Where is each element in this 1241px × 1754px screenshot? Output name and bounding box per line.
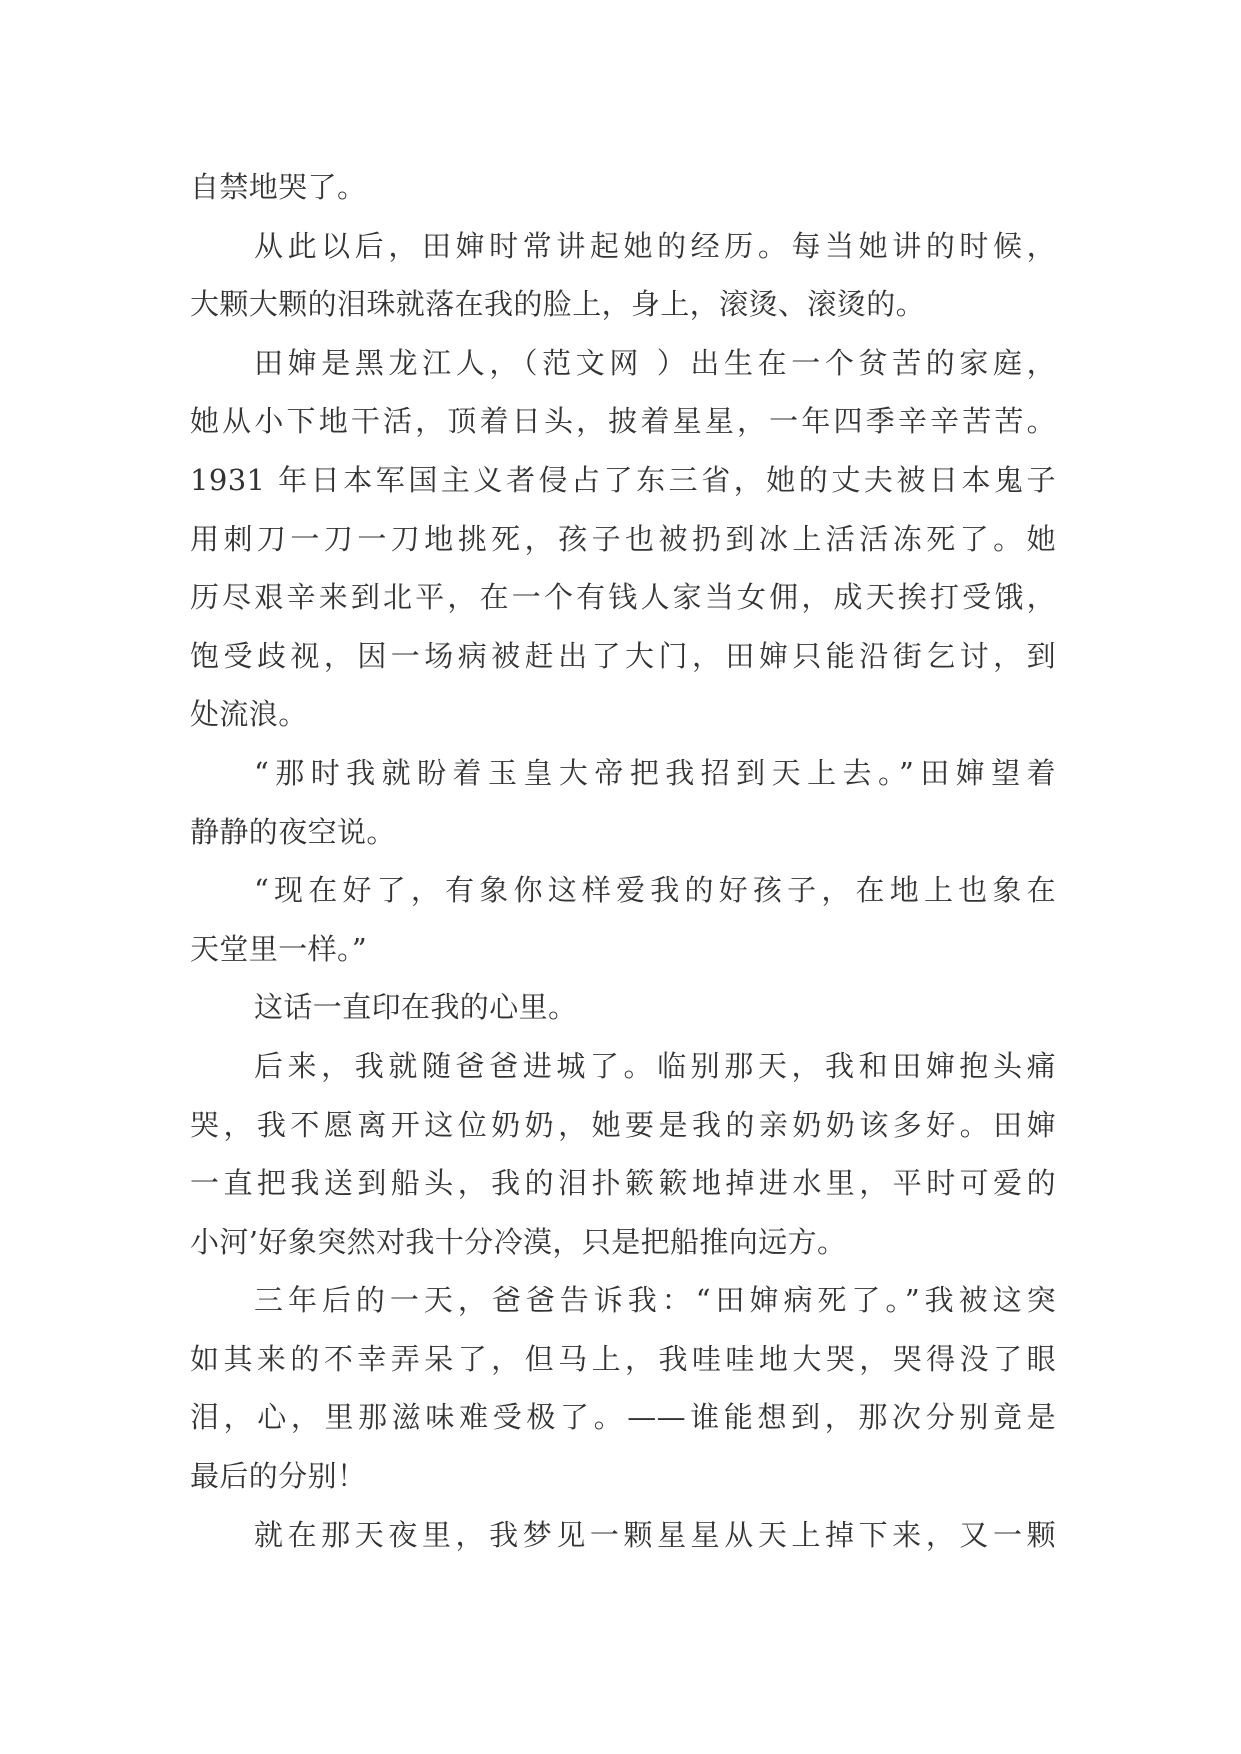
text-line: “那时我就盼着玉皇大帝把我招到天上去。”田婶望着	[254, 755, 1056, 790]
text-line: 哭，我不愿离开这位奶奶，她要是我的亲奶奶该多好。田婶	[190, 1107, 1056, 1142]
text-line: 如其来的不幸弄呆了，但马上，我哇哇地大哭，哭得没了眼	[190, 1341, 1056, 1376]
text-line: 后来，我就随爸爸进城了。临别那天，我和田婶抱头痛	[254, 1048, 1056, 1083]
text-line: 田婶是黑龙江人，（范文网 ）出生在一个贫苦的家庭，	[254, 345, 1056, 380]
body-text	[190, 158, 1056, 1564]
text-line: 三年后的一天，爸爸告诉我：“田婶病死了。”我被这突	[254, 1283, 1056, 1318]
text-line: 1931 年日本军国主义者侵占了东三省，她的丈夫被日本鬼子	[190, 462, 1056, 497]
text-line: “现在好了，有象你这样爱我的好孩子，在地上也象在	[254, 873, 1056, 908]
text-line: 一直把我送到船头，我的泪扑簌簌地掉进水里，平时可爱的	[190, 1166, 1056, 1201]
text-line: 静静的夜空说。	[190, 814, 396, 849]
text-line: 泪，心，里那滋味难受极了。——谁能想到，那次分别竟是	[190, 1400, 1056, 1435]
text-line: 天堂里一样。”	[190, 931, 368, 966]
text-line: 自禁地哭了。	[190, 170, 367, 204]
text-line: 大颗大颗的泪珠就落在我的脸上，身上，滚烫、滚烫的。	[190, 287, 926, 322]
text-line: 最后的分别！	[190, 1459, 367, 1494]
text-line: 饱受歧视，因一场病被赶出了大门，田婶只能沿街乞讨，到	[190, 638, 1056, 673]
text-line: 从此以后，田婶时常讲起她的经历。每当她讲的时候，	[254, 228, 1056, 263]
text-line: 她从小下地干活，顶着日头，披着星星，一年四季辛辛苦苦。	[190, 404, 1056, 439]
text-line: 历尽艰辛来到北平，在一个有钱人家当女佣，成天挨打受饿，	[190, 580, 1056, 615]
text-line: 小河’好象突然对我十分冷漠，只是把船推向远方。	[190, 1224, 847, 1259]
text-line: 处流浪。	[190, 697, 308, 732]
text-line: 就在那天夜里，我梦见一颗星星从天上掉下来，又一颗	[254, 1517, 1056, 1552]
text-line: 这话一直印在我的心里。	[254, 990, 578, 1025]
text-line: 用刺刀一刀一刀地挑死，孩子也被扔到冰上活活冻死了。她	[190, 521, 1056, 556]
